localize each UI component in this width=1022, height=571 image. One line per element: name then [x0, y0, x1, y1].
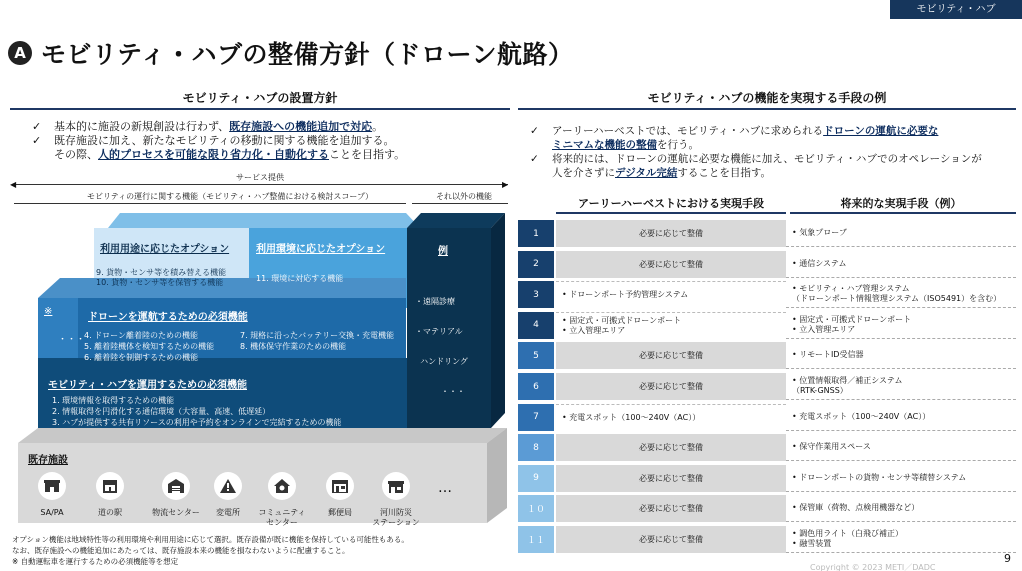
- row-number: 4: [518, 312, 554, 339]
- early-harvest-cell: [556, 251, 786, 278]
- cell-item: • 通信システム: [792, 258, 847, 268]
- facility-logistics: [152, 472, 202, 518]
- future-cell: [786, 281, 1016, 308]
- facility-sapa: [38, 472, 74, 518]
- cell-item: • リモートID受信器: [792, 350, 864, 360]
- left-heading-rule: [10, 108, 510, 110]
- facility-river-station: [372, 472, 424, 528]
- facility-post-office: [326, 472, 362, 518]
- star-mark: ※: [44, 306, 53, 317]
- drone-item: 7. 規格に沿ったバッテリー交換・充電機能: [240, 331, 395, 340]
- table-row: [518, 465, 1016, 492]
- title-row: [8, 36, 574, 70]
- table-row: [518, 434, 1016, 461]
- drone-item: 4. ドローン離着陸のための機能: [84, 331, 199, 340]
- right-bullet-2: ✓ 将来的には、ドローンの運航に必要な機能に加え、モビリティ・ハブでのオペレーションが: [530, 153, 982, 165]
- community-icon: [268, 472, 296, 500]
- rei-lines: [415, 277, 468, 407]
- early-harvest-cell: [556, 342, 786, 369]
- table-row: [518, 312, 1016, 339]
- service-arrow: [14, 184, 508, 185]
- cell-text: 必要に応じて整備: [639, 351, 703, 361]
- future-cell: [786, 342, 1016, 369]
- cell-item: • 立入管理エリア: [792, 324, 856, 334]
- facility-substation: [214, 472, 250, 518]
- facility-list: [30, 470, 470, 530]
- row-number: 9: [518, 465, 554, 492]
- opt1-line: 9. 貨物・センサ等を積み替える機能: [96, 268, 227, 277]
- opt-top-face: [108, 213, 420, 228]
- other-arrow: [412, 203, 508, 204]
- arrow-left-head: ◀: [10, 180, 17, 189]
- rei-line: ・遠隔診療: [415, 297, 455, 306]
- drone-item: 8. 機体保守作業のための機能: [240, 342, 347, 351]
- early-harvest-cell: [556, 220, 786, 247]
- cell-item: • 固定式・可搬式ドローンポート: [792, 314, 912, 324]
- table-row: [518, 220, 1016, 247]
- early-harvest-cell: [556, 312, 786, 339]
- warehouse-icon: [162, 472, 190, 500]
- table-row: [518, 495, 1016, 522]
- future-cell: [786, 434, 1016, 461]
- left-bullet-2: ✓ 既存施設に加え、新たなモビリティの移動に関する機能を追加する。: [32, 134, 395, 147]
- cell-item: • 充電スポット（100～240V（AC））: [792, 411, 931, 421]
- rei-title: 例: [438, 246, 448, 257]
- drone-col2: [240, 330, 394, 352]
- future-cell: [786, 495, 1016, 522]
- left-heading: モビリティ・ハブの設置方針: [182, 91, 338, 105]
- drone-item: 5. 離着陸機体を検知するための機能: [84, 342, 215, 351]
- future-cell: [786, 312, 1016, 339]
- opt1-title: 利用用途に応じたオプション: [100, 244, 230, 255]
- footnote: なお、既存施設への機能追加にあたっては、既存施設本来の機能を損なわないように配慮すること。: [12, 546, 350, 555]
- service-label: サービス提供: [236, 173, 284, 182]
- page-number: 9: [1004, 552, 1011, 565]
- cell-text: 必要に応じて整備: [639, 535, 703, 544]
- row-number: 2: [518, 251, 554, 278]
- right-heading: モビリティ・ハブの機能を実現する手段の例: [647, 91, 887, 105]
- table-row: [518, 404, 1016, 431]
- right-bullet-1-line2: ミニマムな機能の整備を行う。: [552, 139, 699, 151]
- early-harvest-cell: [556, 281, 786, 308]
- right-bullet-1: ✓ アーリーハーベストでは、モビリティ・ハブに求められるドローンの運航に必要な: [530, 125, 939, 137]
- rei-line: ・・・: [441, 387, 465, 396]
- cell-text: 必要に応じて整備: [639, 504, 703, 514]
- hub-item: 3. ハブが提供する共有リソースの利用や予約をオンラインで完結するための機能: [52, 418, 342, 427]
- early-harvest-cell: [556, 495, 786, 522]
- row-number: １１: [518, 526, 554, 553]
- cell-item: （RTK-GNSS）: [792, 386, 848, 395]
- opt2-title: 利用環境に応じたオプション: [256, 244, 386, 255]
- facility-label: SA/PA: [40, 508, 64, 517]
- existing-top: [18, 428, 507, 443]
- early-harvest-cell: [556, 373, 786, 400]
- cell-item: • 固定式・可搬式ドローンポート: [562, 315, 682, 325]
- left-bullet-1: ✓ 基本的に施設の新規創設は行わず、既存施設への機能追加で対応。: [32, 120, 384, 133]
- early-harvest-cell: [556, 434, 786, 461]
- title-badge: A: [8, 41, 32, 65]
- cell-item: • 保守作業用スペース: [792, 442, 871, 452]
- cell-text: 必要に応じて整備: [639, 229, 703, 238]
- facility-more: …: [438, 480, 452, 496]
- col1-header: アーリーハーベストにおける実現手段: [577, 197, 765, 210]
- facility-label: 河川防災 ステーション: [372, 508, 420, 527]
- hub-item: 1. 環境情報を取得するための機能: [52, 396, 175, 405]
- post-office-icon: [326, 472, 354, 500]
- rei-line: ・マテリアル: [415, 327, 463, 336]
- facility-label: 変電所: [216, 508, 240, 517]
- hub-title: モビリティ・ハブを運用するための必須機能: [48, 380, 247, 391]
- row-number: 8: [518, 434, 554, 461]
- early-harvest-cell: [556, 404, 786, 431]
- col2-header-rule: [790, 212, 1016, 214]
- cell-text: 必要に応じて整備: [639, 382, 703, 391]
- facility-community: [258, 472, 308, 528]
- table-row: [518, 373, 1016, 400]
- future-cell: [786, 373, 1016, 400]
- table-row: [518, 281, 1016, 308]
- cell-item: • ドローンポートの貨物・センサ等積替システム: [792, 472, 967, 482]
- cell-item: • 充電スポット（100～240V（AC））: [562, 412, 701, 422]
- future-cell: [786, 404, 1016, 431]
- cell-item: • ドローンポート予約管理システム: [562, 290, 689, 300]
- left-bullet-2-line2: その際、人的プロセスを可能な限り省力化・自動化することを目指す。: [54, 148, 406, 161]
- future-cell: [786, 220, 1016, 247]
- table-row: [518, 526, 1016, 553]
- facility-label: 郵便局: [328, 508, 352, 517]
- drone-title: ドローンを運航するための必須機能: [88, 312, 248, 323]
- cell-item: • 位置情報取得／補正システム: [792, 376, 903, 385]
- scope-label: モビリティの運行に関する機能（モビリティ・ハブ整備における検討スコープ）: [86, 192, 374, 201]
- arrow-right-head: ▶: [502, 180, 509, 189]
- early-harvest-cell: [556, 465, 786, 492]
- row-number: １０: [518, 495, 554, 522]
- col2-header: 将来的な実現手段（例）: [840, 197, 962, 210]
- future-cell: [786, 251, 1016, 278]
- cell-item: • モビリティ・ハブ管理システム: [792, 284, 910, 294]
- left-bullets: [32, 120, 512, 162]
- facility-label: 道の駅: [98, 508, 122, 517]
- scope-arrow: [14, 203, 406, 204]
- facility-michinoeki: [96, 472, 132, 518]
- cell-item: • 調色用ライト（白飛び補正）: [792, 529, 904, 538]
- table-row: [518, 251, 1016, 278]
- station-icon: [382, 472, 410, 500]
- row-number: 6: [518, 373, 554, 400]
- facility-label: コミュニティ センター: [258, 508, 306, 527]
- opt2-line: 11. 環境に対応する機能: [256, 274, 344, 283]
- footnote: ※ 自動運転車を運行するための必須機能等を想定: [12, 557, 179, 566]
- existing-title: 既存施設: [28, 455, 68, 466]
- cell-item: • 気象プローブ: [792, 228, 847, 237]
- cell-item: （ドローンポート情報管理システム（ISO5491）を含む）: [792, 294, 1002, 304]
- shop-icon: [96, 472, 124, 500]
- footnote: オプション機能は地域特性等の利用環境や利用用途に応じて選択。既存設備が既に機能を保持している可能性もある。: [12, 535, 409, 544]
- section-tag: モビリティ・ハブ: [890, 0, 1022, 19]
- early-harvest-cell: [556, 526, 786, 553]
- drone-col1: [84, 330, 214, 363]
- cell-text: 必要に応じて整備: [639, 473, 703, 483]
- other-label: それ以外の機能: [436, 192, 492, 201]
- existing-side: [487, 428, 507, 523]
- rei-top: [407, 213, 505, 228]
- row-number: 3: [518, 281, 554, 308]
- future-cell: [786, 526, 1016, 553]
- row-number: 5: [518, 342, 554, 369]
- copyright: Copyright © 2023 METI／DADC: [810, 563, 936, 571]
- store-icon: [38, 472, 66, 500]
- cell-item: • 立入管理エリア: [562, 325, 626, 335]
- cell-item: • 保管庫（荷物、点検用機器など）: [792, 503, 920, 513]
- opt1-line: 10. 貨物・センサ等を保管する機能: [96, 278, 224, 287]
- hub-lines: [52, 395, 342, 428]
- cell-item: • 融雪装置: [792, 539, 832, 548]
- page-title: モビリティ・ハブの整備方針（ドローン航路）: [41, 40, 574, 69]
- cell-text: 必要に応じて整備: [639, 443, 703, 453]
- row-number: 7: [518, 404, 554, 431]
- right-heading-rule: [518, 108, 1016, 110]
- hub-item: 2. 情報取得を円滑化する通信環境（大容量、高速、低遅延）: [52, 407, 271, 416]
- rei-line: ハンドリング: [415, 357, 468, 366]
- col1-header-rule: [556, 212, 786, 214]
- right-bullet-2-line2: 人を介さずにデジタル完結することを目指す。: [552, 167, 772, 179]
- cell-text: 必要に応じて整備: [639, 259, 703, 269]
- future-cell: [786, 465, 1016, 492]
- rei-side: [491, 213, 505, 428]
- opt1-lines: [96, 268, 226, 288]
- warning-icon: [214, 472, 242, 500]
- footnotes: [12, 534, 512, 567]
- drone-item: 6. 離着陸を制御するための機能: [84, 353, 199, 362]
- row-number: 1: [518, 220, 554, 247]
- dots-mark: ・・・: [58, 335, 86, 345]
- facility-label: 物流センター: [152, 508, 200, 517]
- table-row: [518, 342, 1016, 369]
- right-bullets: [530, 124, 1016, 180]
